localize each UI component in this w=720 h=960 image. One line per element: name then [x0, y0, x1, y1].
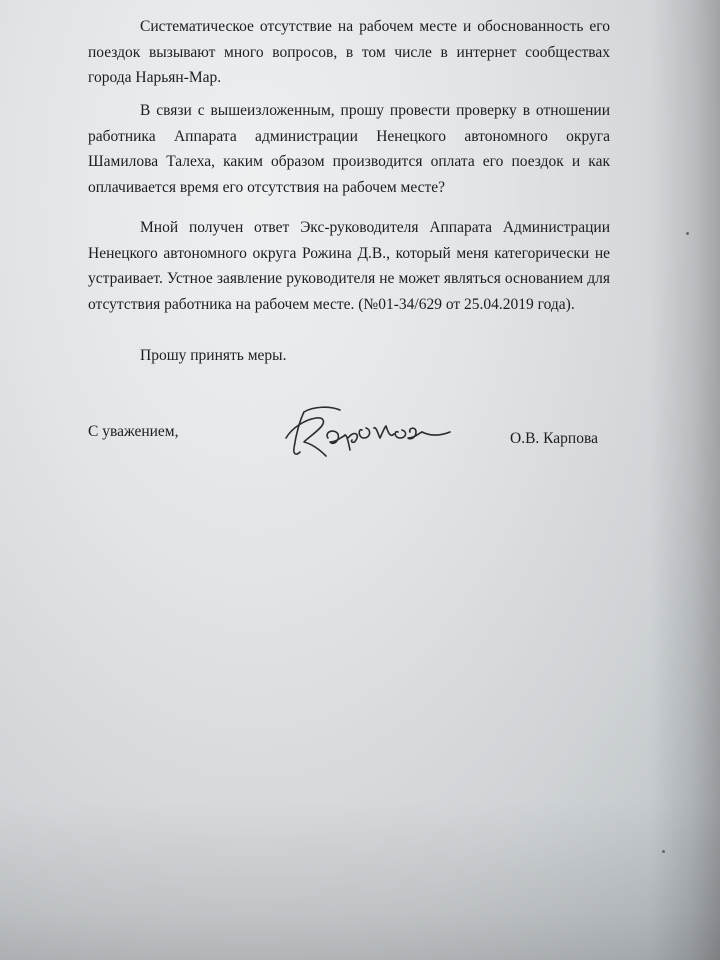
letter-body-paragraph-4 — [88, 343, 610, 369]
paper-speck — [686, 232, 689, 235]
paragraph-text: Систематическое отсутствие на рабочем месте и обоснованность его поездок вызывают много вопросов, в том числе в интернет сообществах города Нарьян-Мар. — [88, 18, 610, 86]
handwritten-signature — [282, 398, 462, 468]
page-shadow-bottom — [0, 800, 720, 960]
paragraph-text: Мной получен ответ Экс-руководителя Аппарата Администрации Ненецкого автономного округа Рожина Д.В., который меня категорически не устраивает. Устное заявление руководителя не может являться основанием для отсутствия работника на рабочем месте. (№01-34/629 от 25.04.2019 года). — [88, 219, 610, 313]
paragraph-text: Прошу принять меры. — [140, 347, 287, 364]
signer-name: О.В. Карпова — [510, 430, 598, 447]
letter-body-paragraph-2 — [88, 98, 610, 200]
paper-speck — [662, 850, 665, 853]
closing-phrase: С уважением, — [88, 423, 179, 440]
letter-body-paragraph-3 — [88, 215, 610, 317]
paragraph-text: В связи с вышеизложенным, прошу провести проверку в отношении работника Аппарата администрации Ненецкого автономного округа Шамилова Талеха, каким образом производится оплата его поездок и как оплачивается время его отсутствия на рабочем месте? — [88, 102, 610, 196]
page-shadow-right — [650, 0, 720, 960]
letter-body-paragraph-1 — [88, 14, 610, 91]
